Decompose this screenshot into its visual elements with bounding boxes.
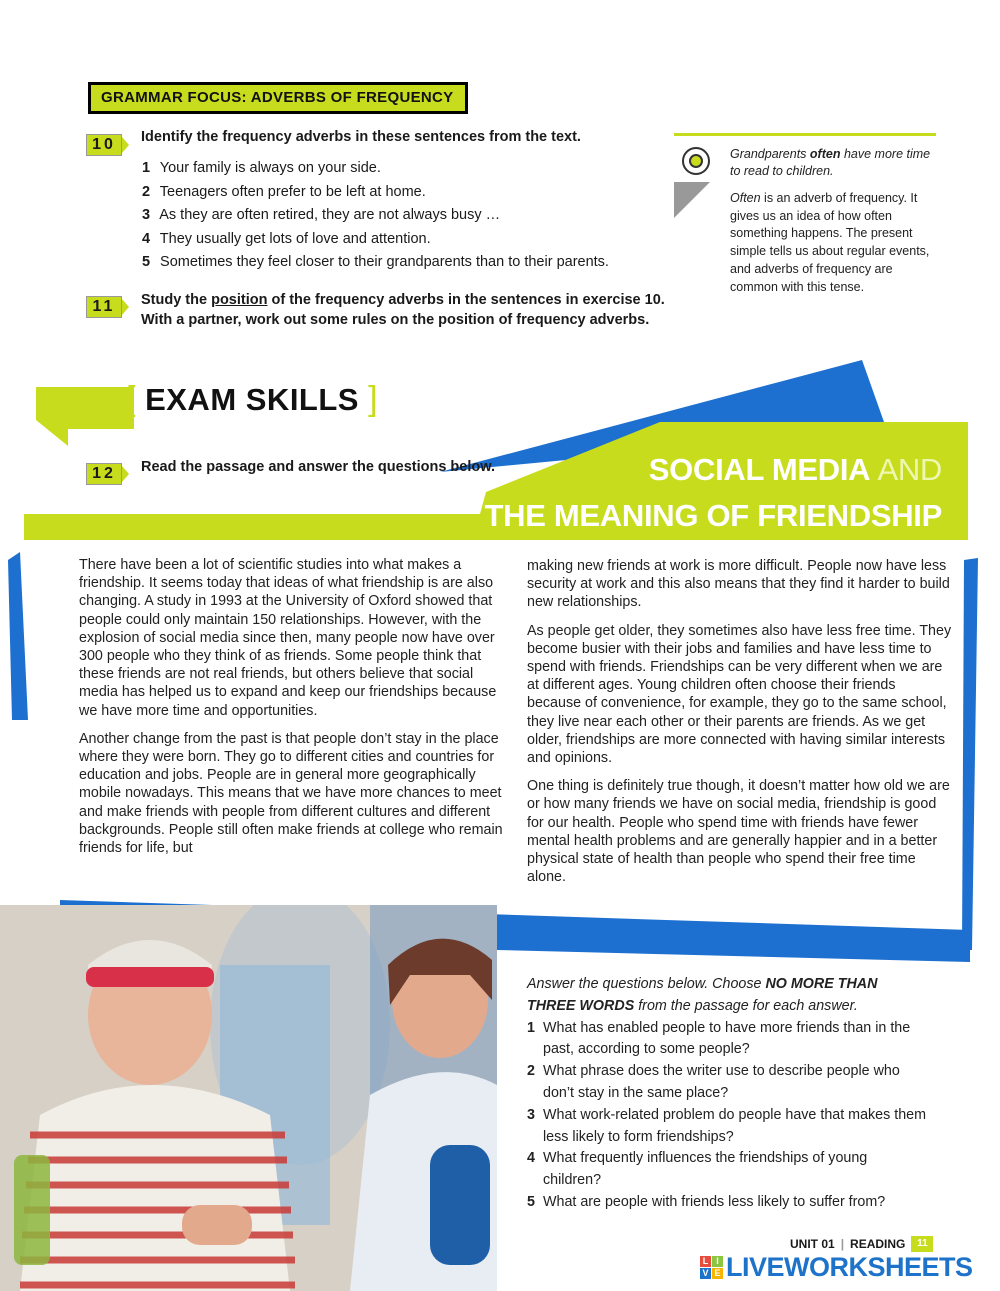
grammar-focus-header <box>88 82 468 114</box>
sidebar-note: Often is an adverb of frequency. It gives us an idea of how often something happens. The present simple tells us about regular events, and adverbs of frequency are common with this tense. <box>730 191 930 294</box>
article-title: SOCIAL MEDIA AND THE MEANING OF FRIENDSHIP <box>484 452 942 533</box>
sentence-item: 4 They usually get lots of love and attention. <box>142 230 431 247</box>
exercise-12-instruction: Read the passage and answer the questions below. <box>141 459 495 475</box>
sentence-item: 1 Your family is always on your side. <box>142 160 381 176</box>
sentence-item: 2 Teenagers often prefer to be left at home. <box>142 183 426 200</box>
blue-accent-right <box>962 558 978 950</box>
question-item: 2 What phrase does the writer use to describe people who don’t stay in the same place? <box>527 1063 900 1101</box>
paragraph: As people get older, they sometimes also have less free time. They become busier with their jobs and families and have less time to spend with friends. Friendships can be very different when we are at different ages. Young children often choose their friends because of convenience, for example, they go to the same school, they live near each other or their parents are friends. As we get older, friendships are more connected with having similar interests and opinions. <box>527 622 952 767</box>
article-column-1 <box>79 556 504 867</box>
sidebar-quote: Grandparents often have more time to read to children. <box>730 147 931 178</box>
target-icon <box>682 147 710 175</box>
exercise-12-number: 12 <box>86 463 129 485</box>
liveworksheets-watermark: L I V E LIVEWORKSHEETS <box>700 1252 973 1283</box>
exercise-10-sentences <box>142 157 662 275</box>
exercise-11-instruction: Study the position of the frequency adverbs in the sentences in exercise 10. With a partner, work out some rules on the position of frequency adverbs. <box>141 292 665 328</box>
question-item: 1 What has enabled people to have more friends than in the past, according to some people? <box>527 1019 911 1058</box>
paragraph: Another change from the past is that people don’t stay in the place where they were born. They go to different cities and countries for education and jobs. People are in general more geographically mobile nowadays. This means that we have more chances to meet and make friends with people from different cultures and different backgrounds. People still often make friends at college who remain friends for life, but <box>79 730 503 857</box>
questions-section <box>527 974 927 1214</box>
exercise-10-instruction: Identify the frequency adverbs in these sentences from the text. <box>141 129 581 145</box>
exercise-11-number: 11 <box>86 296 129 318</box>
question-item: 4 What frequently influences the friendships of young children? <box>527 1150 868 1189</box>
photo-older-women-exercising <box>0 905 497 1291</box>
article-column-2 <box>527 557 952 896</box>
triangle-icon <box>674 182 710 218</box>
liveworksheets-logo-icon: L I V E <box>700 1256 723 1279</box>
question-item: 3 What work-related problem do people have that makes them less likely to form friendships? <box>527 1106 927 1145</box>
exam-skills-arrow <box>36 387 134 446</box>
paragraph: There have been a lot of scientific studies into what makes a friendship. It seems today that ideas of what friendship is are also changing. A study in 1993 at the University of Oxford showed that people could only maintain 150 relationships. However, with the explosion of social media since then, many people now have over 300 people who they think of as friends. Some people think that these friends are not real friends, but others believe that social media has helped us to expand and keep our friendships because we have more time and opportunities. <box>79 557 497 719</box>
paragraph: making new friends at work is more difficult. People now have less security at work and this also means that they find it harder to build new relationships. <box>527 558 950 611</box>
grammar-focus-title: GRAMMAR FOCUS: ADVERBS OF FREQUENCY <box>91 85 465 111</box>
blue-stripe <box>24 540 968 548</box>
questions-intro: Answer the questions below. Choose NO MORE THAN THREE WORDS from the passage for each answer. <box>527 976 878 1014</box>
sentence-item: 5 Sometimes they feel closer to their grandparents than to their parents. <box>142 254 609 270</box>
blue-accent-left <box>8 552 28 720</box>
sentence-item: 3 As they are often retired, they are not always busy … <box>142 207 501 223</box>
sidebar-rule <box>674 133 936 136</box>
page-footer: UNIT 01 | READING 11 <box>790 1236 933 1252</box>
question-item: 5 What are people with friends less likely to suffer from? <box>527 1193 886 1210</box>
exercise-10-number: 10 <box>86 134 129 156</box>
paragraph: One thing is definitely true though, it doesn’t matter how old we are or how many friends we have on social media, friendship is good for our health. People who spend time with friends have fewer mental health problems and are generally happier and in a better physical state of health than people who spend their free time alone. <box>527 778 950 886</box>
exam-skills-title: [ EXAM SKILLS ] <box>126 380 379 418</box>
